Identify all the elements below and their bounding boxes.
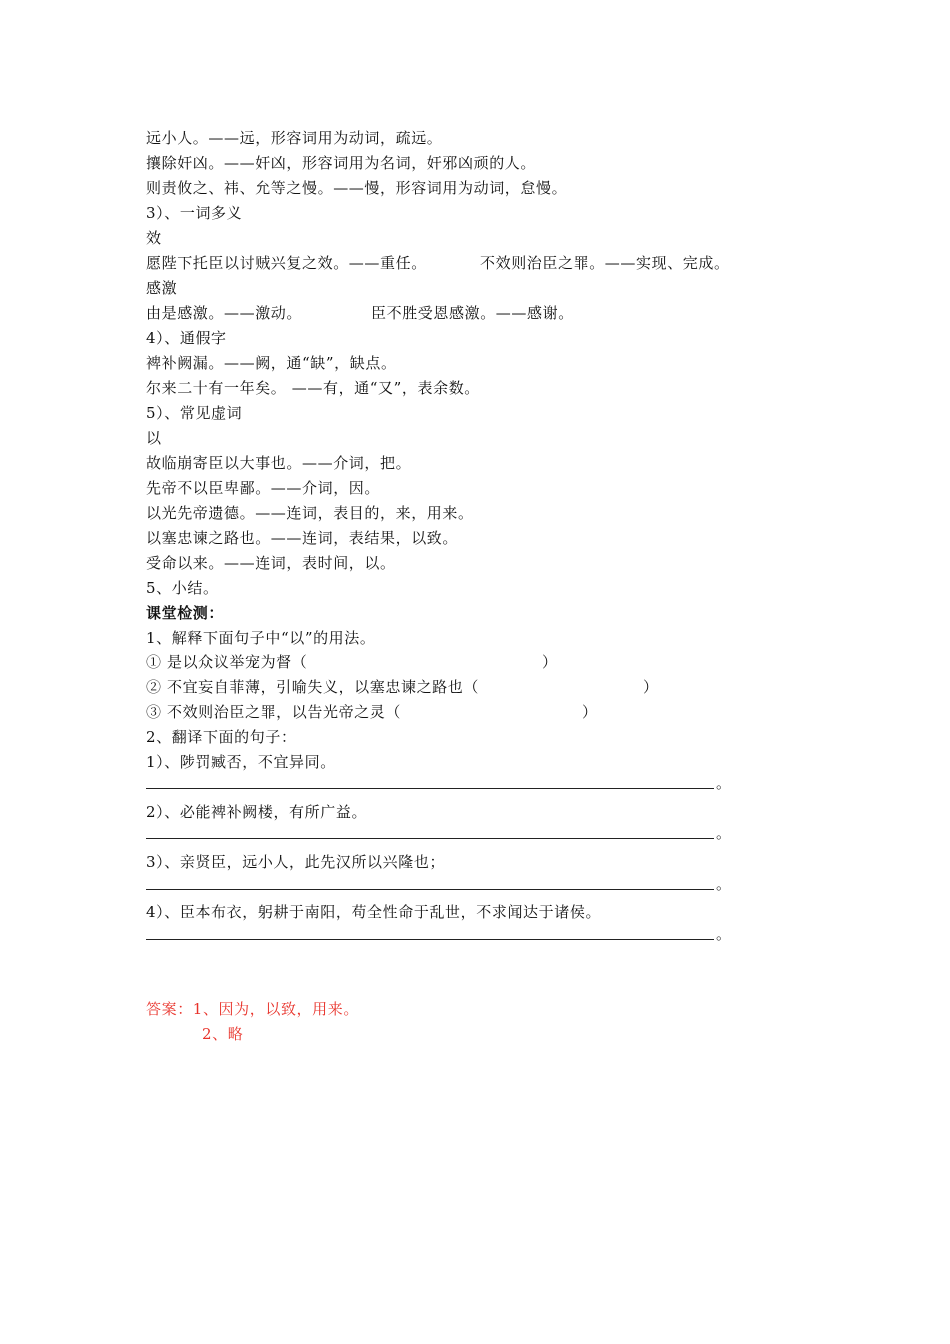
translate-sentence: 4）、臣本布衣，躬耕于南阳，苟全性命于乱世，不求闻达于诸侯。 <box>146 903 602 921</box>
vocab-line: 则责攸之、祎、允等之慢。——慢，形容词用为动词，怠慢。 <box>146 179 568 197</box>
q1-item-text: ② 不宜妄自菲薄，引喻失义，以塞忠谏之路也（ <box>146 678 479 696</box>
q1-item-close: ） <box>643 678 659 696</box>
xiao-pair-line <box>146 253 766 273</box>
ganji-right: 臣不胜受恩感激。——感谢。 <box>371 304 574 322</box>
note-line: 先帝不以臣卑鄙。——介词，因。 <box>146 479 381 497</box>
translate-sentence: 2）、必能裨补阙楼，有所广益。 <box>146 803 368 821</box>
answer-line-end: 。 <box>716 925 732 943</box>
question-title: 1、解释下面句子中“以”的用法。 <box>146 629 376 647</box>
translate-sentence: 1）、陟罚臧否，不宜异同。 <box>146 753 336 771</box>
note-line: 以光先帝遗德。——连词，表目的，来，用来。 <box>146 504 474 522</box>
vocab-line: 攘除奸凶。——奸凶，形容词用为名词，奸邪凶顽的人。 <box>146 154 537 172</box>
word-heading: 以 <box>146 429 162 447</box>
note-line: 裨补阙漏。——阙，通“缺”，缺点。 <box>146 354 397 372</box>
answer-key: 2、略 <box>202 1025 244 1043</box>
note-line: 尔来二十有一年矣。 ——有，通“又”，表余数。 <box>146 379 480 397</box>
answer-line-end: 。 <box>716 875 732 893</box>
answer-line <box>146 838 714 839</box>
answer-line-end: 。 <box>716 774 732 792</box>
q1-item <box>146 652 566 672</box>
q1-item <box>146 702 606 722</box>
answer-key: 答案：1、因为，以致，用来。 <box>146 1000 359 1018</box>
section-title: 课堂检测： <box>146 604 225 622</box>
answer-line-end: 。 <box>716 824 732 842</box>
answer-line <box>146 788 714 789</box>
q1-item-close: ） <box>582 703 598 721</box>
q1-item <box>146 677 666 697</box>
answer-line <box>146 939 714 940</box>
vocab-line: 远小人。——远，形容词用为动词，疏远。 <box>146 129 443 147</box>
note-line: 受命以来。——连词，表时间，以。 <box>146 554 396 572</box>
q1-item-text: ① 是以众议举宠为督（ <box>146 653 308 671</box>
ganji-pair-line <box>146 303 646 323</box>
translate-sentence: 3）、亲贤臣，远小人，此先汉所以兴隆也； <box>146 853 446 871</box>
question-title: 2、翻译下面的句子： <box>146 728 297 746</box>
word-heading: 效 <box>146 229 162 247</box>
ganji-left: 由是感激。——激动。 <box>146 304 303 322</box>
xiao-left: 愿陛下托臣以讨贼兴复之效。——重任。 <box>146 254 427 272</box>
note-line: 故临崩寄臣以大事也。——介词，把。 <box>146 454 412 472</box>
note-line: 以塞忠谏之路也。——连词，表结果，以致。 <box>146 529 459 547</box>
subsection-heading: 4）、通假字 <box>146 329 227 347</box>
q1-item-text: ③ 不效则治臣之罪，以告光帝之灵（ <box>146 703 401 721</box>
xiao-right: 不效则治臣之罪。——实现、完成。 <box>480 254 730 272</box>
summary-line: 5、小结。 <box>146 579 219 597</box>
word-heading: 感激 <box>146 279 178 297</box>
answer-line <box>146 889 714 890</box>
subsection-heading: 5）、常见虚词 <box>146 404 243 422</box>
q1-item-close: ） <box>542 653 558 671</box>
subsection-heading: 3）、一词多义 <box>146 204 243 222</box>
